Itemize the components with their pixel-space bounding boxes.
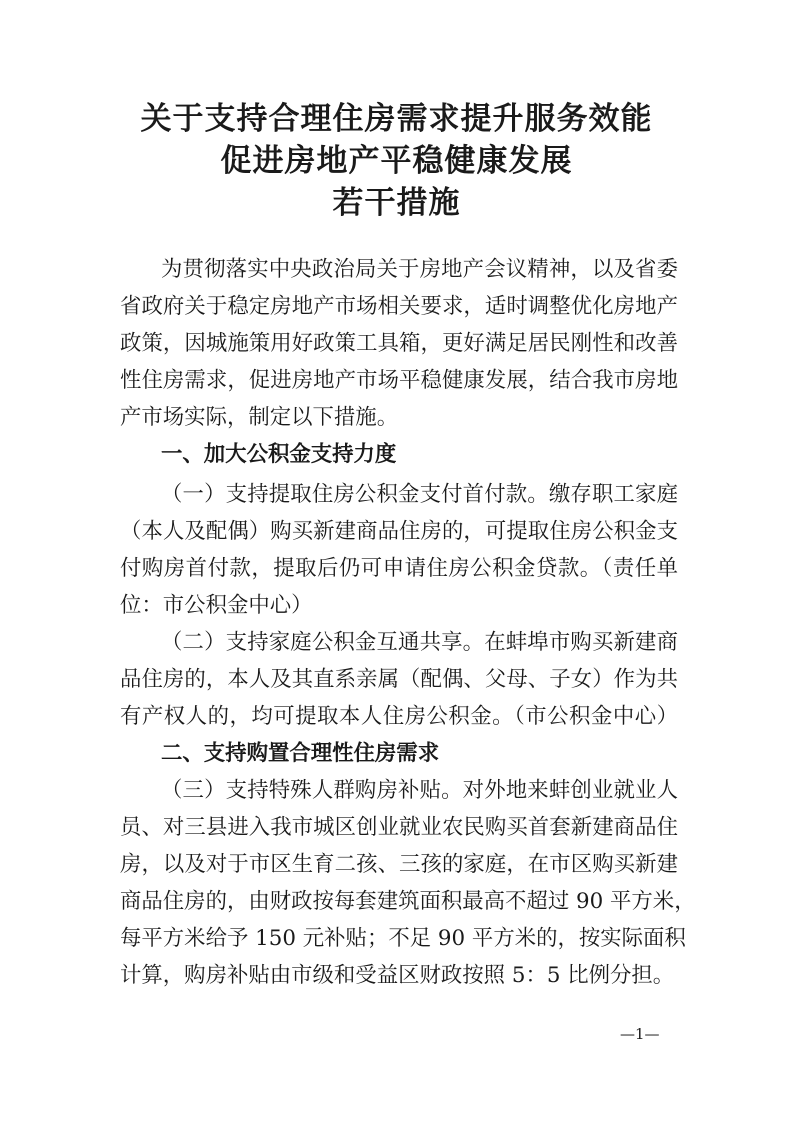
item-line: 付购房首付款，提取后仍可申请住房公积金贷款。（责任单 [120,556,678,581]
item-line: 商品住房的，由财政按每套建筑面积最高不超过 90 平方米， [120,889,696,914]
document-title [0,98,793,224]
section-heading: 二、支持购置合理性住房需求 [161,741,440,766]
intro-line: 性住房需求，促进房地产市场平稳健康发展，结合我市房地 [120,368,678,393]
section-heading: 一、加大公积金支持力度 [161,442,397,467]
title-line: 若干措施 [332,185,461,221]
intro-line: 产市场实际，制定以下措施。 [120,405,399,430]
item-line: 每平方米给予 150 元补贴；不足 90 平方米的，按实际面积 [120,926,686,951]
page-number: —1— [620,1025,660,1043]
item-line: 有产权人的，均可提取本人住房公积金。（市公积金中心） [120,704,678,729]
item-line: 房，以及对于市区生育二孩、三孩的家庭，在市区购买新建 [120,852,678,877]
item-line: （三）支持特殊人群购房补贴。对外地来蚌创业就业人 [161,778,678,803]
intro-line: 省政府关于稳定房地产市场相关要求，适时调整优化房地产 [120,294,678,319]
intro-line: 政策，因城施策用好政策工具箱，更好满足居民刚性和改善 [120,331,678,356]
item-line: 员、对三县进入我市城区创业就业农民购买首套新建商品住 [120,815,678,840]
item-line: 品住房的，本人及其直系亲属（配偶、父母、子女）作为共 [120,667,678,692]
item-line: （二）支持家庭公积金互通共享。在蚌埠市购买新建商 [161,630,678,655]
item-line: 位：市公积金中心） [120,593,313,618]
title-line: 促进房地产平稳健康发展 [220,143,573,179]
item-line: （一）支持提取住房公积金支付首付款。缴存职工家庭 [161,482,678,507]
item-line: （本人及配偶）购买新建商品住房的，可提取住房公积金支 [120,519,678,544]
title-line: 关于支持合理住房需求提升服务效能 [140,101,653,137]
intro-line: 为贯彻落实中央政治局关于房地产会议精神，以及省委 [161,257,678,282]
item-line: 计算，购房补贴由市级和受益区财政按照 5：5 比例分担。 [120,963,675,988]
